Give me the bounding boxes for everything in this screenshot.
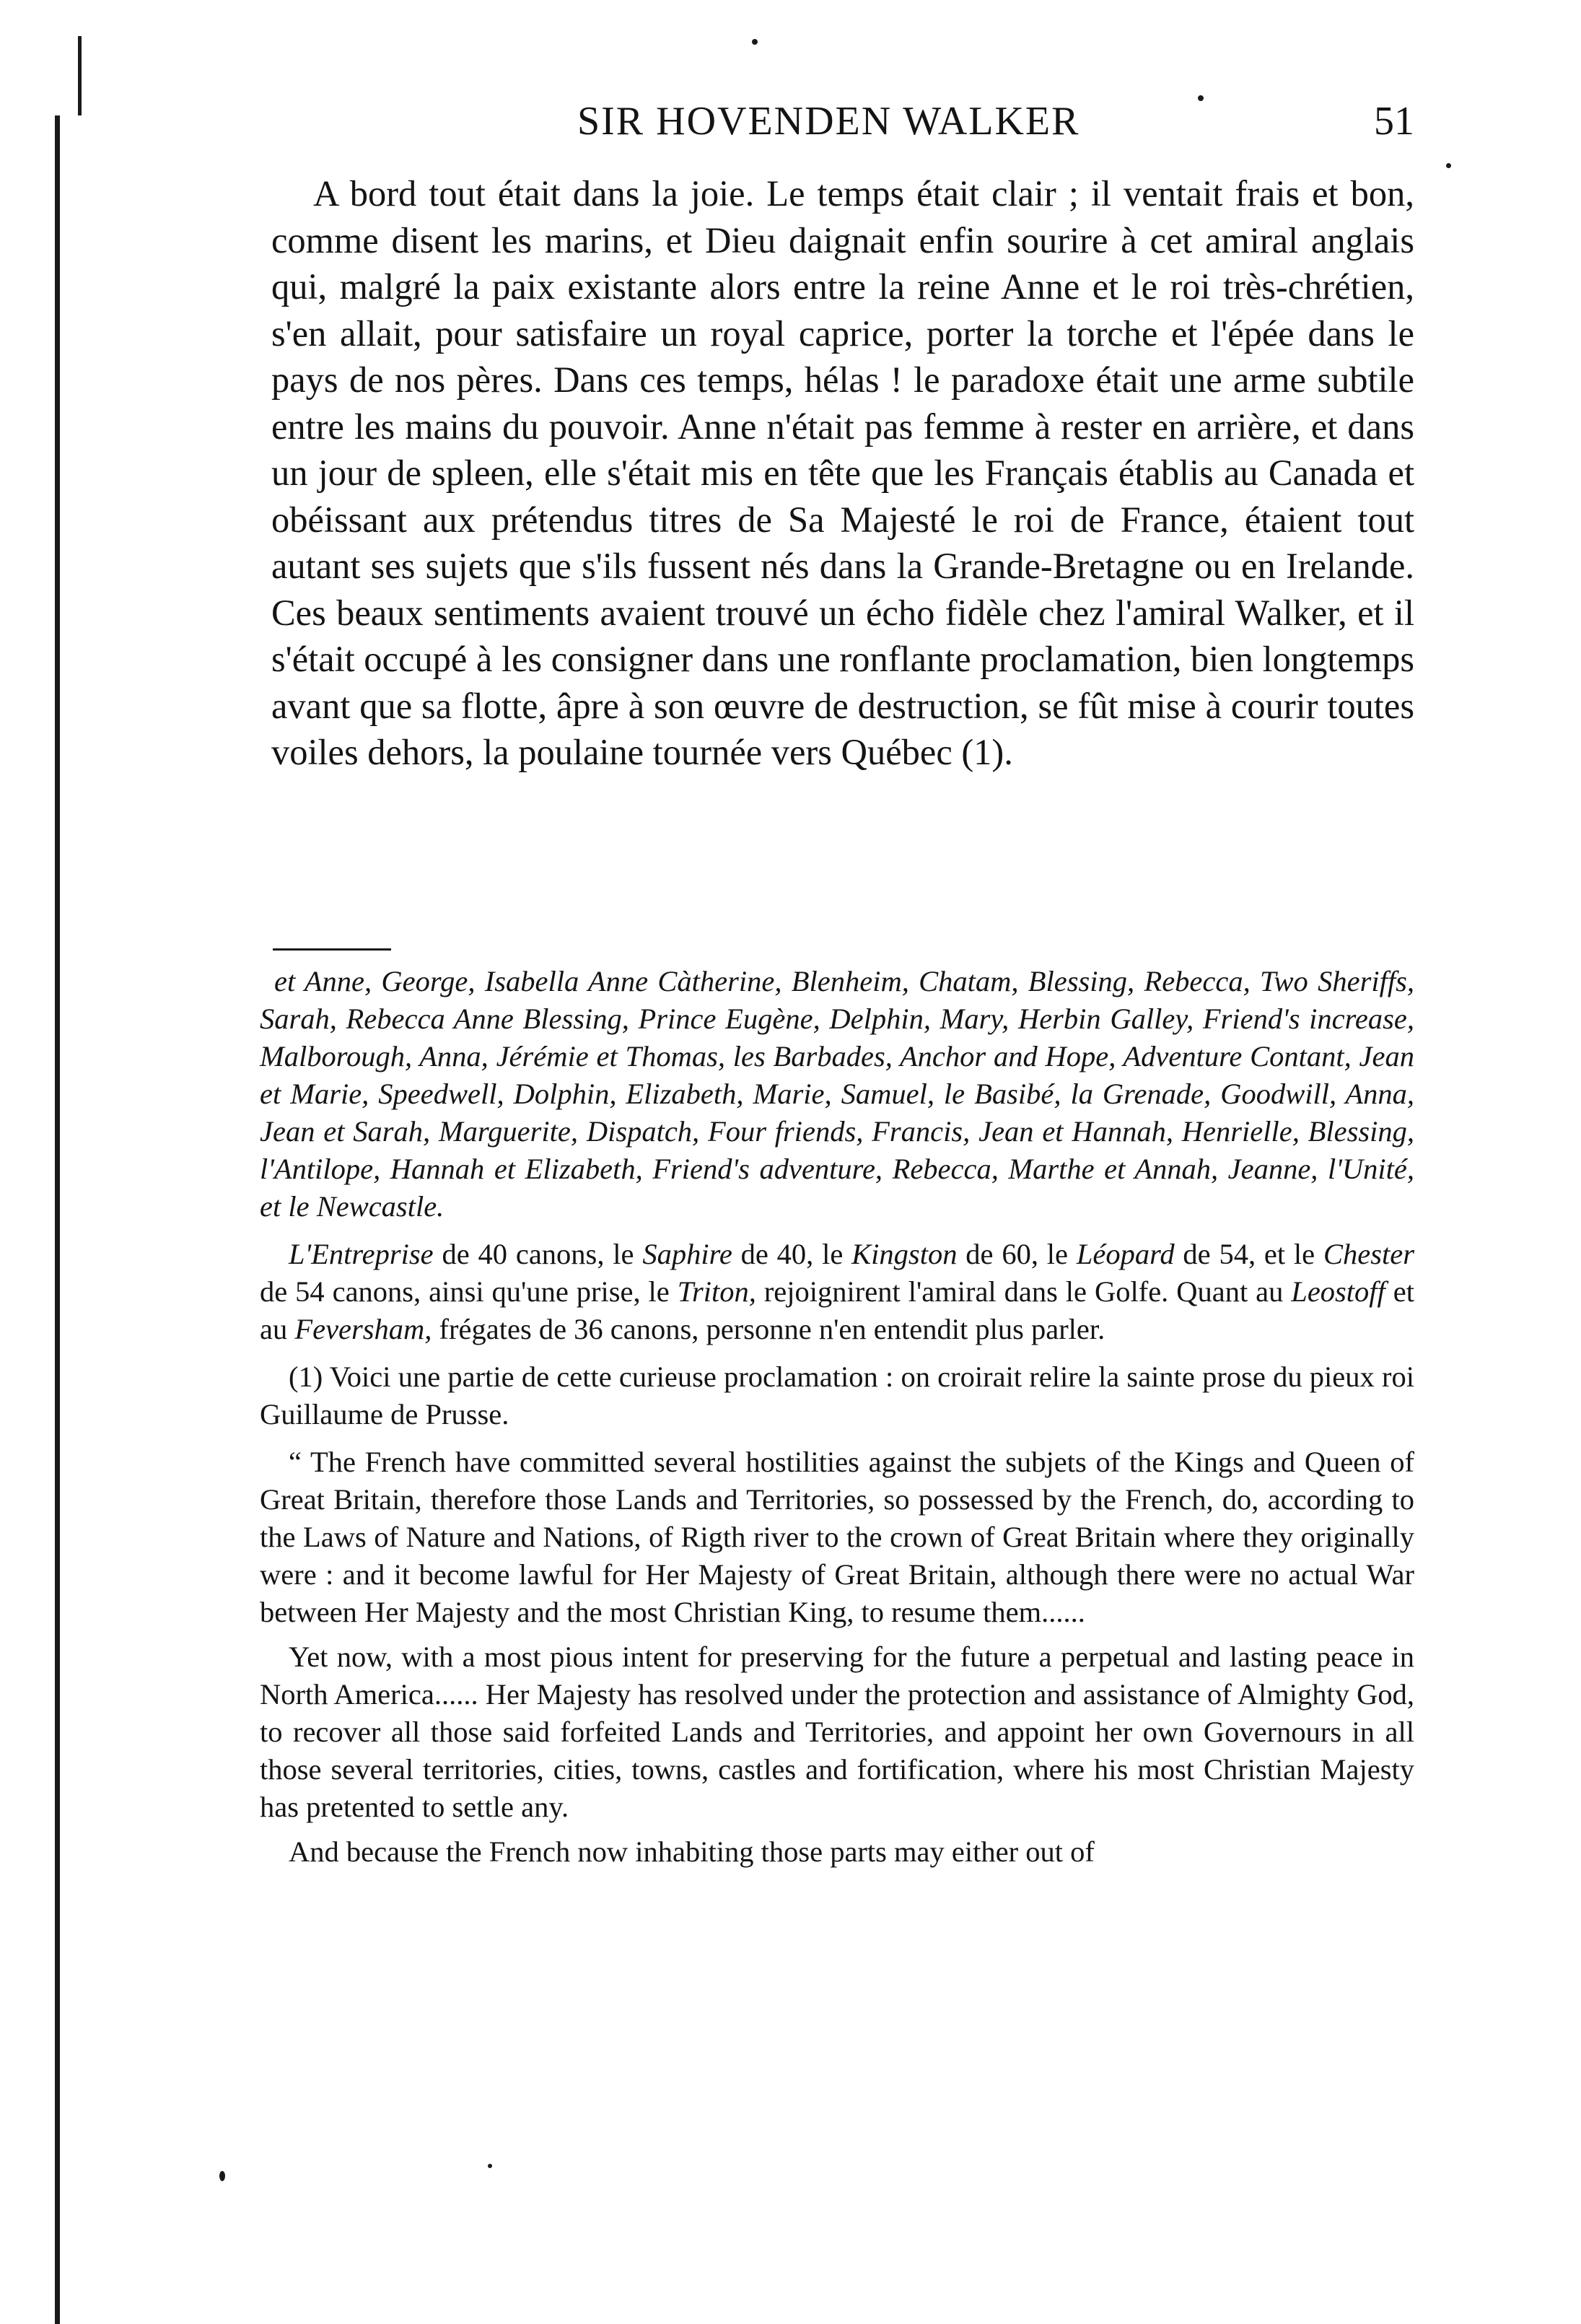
footnotes — [260, 963, 1414, 1871]
proclamation-paragraph: And because the French now inhabiting those parts may either out of — [289, 1835, 1095, 1868]
note-text: rejoignirent l'amiral dans le Golfe. Quant au — [756, 1275, 1292, 1308]
note-text: et au — [260, 1275, 1414, 1345]
binding-mark-top — [78, 36, 82, 115]
note-text: de 54, et le — [1174, 1238, 1323, 1270]
proclamation-paragraph: Yet now, with a most pious intent for preserving for the future a perpetual and lasting peace in North America...... Her Majesty has resolved under the protection and assistance of Almighty God, to recover all those said forfeited Lands and Territories, and appoint her own Governours in all those several territories, cities, towns, castles and fortification, where his most Christian Majesty has pretented to settle any. — [260, 1641, 1414, 1823]
running-head — [274, 92, 1414, 150]
ship-name: Leostoff — [1291, 1275, 1385, 1308]
ship-name: Feversham, — [294, 1313, 432, 1345]
print-speck — [219, 2171, 225, 2181]
note-text: de 60, le — [957, 1238, 1077, 1270]
running-title: SIR HOVENDEN WALKER — [577, 99, 1080, 144]
reinforcements-note — [260, 1236, 1414, 1348]
binding-line — [55, 115, 60, 2324]
print-speck — [1446, 163, 1451, 168]
note-text: frégates de 36 canons, personne n'en entendit plus parler. — [432, 1313, 1105, 1345]
print-speck — [488, 2164, 492, 2168]
ship-name: Chester — [1323, 1238, 1414, 1270]
ship-list-note: et Anne, George, Isabella Anne Càtherine, Blenheim, Chatam, Blessing, Rebecca, Two Sheriffs, Sarah, Rebecca Anne Blessing, Prince Eugène, Delphin, Mary, Herbin Galley, Friend's increase, Malborough, Anna, Jérémie et Thomas, les Barbades, Anchor and Hope, Adventure Contant, Jean et Marie, Speedwell, Dolphin, Elizabeth, Marie, Samuel, le Basibé, la Grenade, Goodwill, Anna, Jean et Sarah, Marguerite, Dispatch, Four friends, Francis, Jean et Hannah, Henrielle, Blessing, l'Antilope, Hannah et Elizabeth, Friend's adventure, Rebecca, Marthe et Annah, Jeanne, l'Unité, et le Newcastle. — [260, 965, 1414, 1223]
ship-name: Léopard — [1076, 1238, 1175, 1270]
proclamation-paragraph: “ The French have committed several hostilities against the subjets of the Kings and Queen of Great Britain, therefore those Lands and Territories, so possessed by the French, do, according to the Laws of Nature and Nations, of Rigth river to the crown of Great Britain where they originally were : and it become lawful for Her Majesty of Great Britain, although there were no actual War between Her Majesty and the most Christian King, to resume them...... — [260, 1446, 1414, 1628]
note-text: de 40 canons, le — [433, 1238, 643, 1270]
ship-name: Saphire — [642, 1238, 732, 1270]
ship-name: Triton, — [677, 1275, 756, 1308]
main-paragraph: A bord tout était dans la joie. Le temps était clair ; il ventait frais et bon, comme disent les marins, et Dieu daignait enfin sourire à cet amiral anglais qui, malgré la paix existante alors entre la reine Anne et le roi très-chrétien, s'en allait, pour satisfaire un royal caprice, porter la torche et l'épée dans le pays de nos pères. Dans ces temps, hélas ! le paradoxe était une arme subtile entre les mains du pouvoir. Anne n'était pas femme à rester en arrière, et dans un jour de spleen, elle s'était mis en tête que les Français établis au Canada et obéissant aux prétendus titres de Sa Majesté le roi de France, étaient tout autant ses sujets que s'ils fussent nés dans la Grande-Bretagne ou en Irelande. Ces beaux sentiments avaient trouvé un écho fidèle chez l'amiral Walker, et il s'était occupé à les consigner dans une ronflante proclamation, bien longtemps avant que sa flotte, âpre à son œuvre de destruction, se fût mise à courir toutes voiles dehors, la poulaine tournée vers Québec (1). — [271, 173, 1414, 772]
page-number: 51 — [1374, 99, 1414, 144]
print-speck — [752, 39, 758, 45]
note-text: de 40, le — [732, 1238, 852, 1270]
footnote-rule — [273, 948, 391, 951]
note-text: de 54 canons, ainsi qu'une prise, le — [260, 1275, 678, 1308]
ship-name: L'Entreprise — [289, 1238, 434, 1270]
main-text — [271, 170, 1414, 776]
note-1-intro: (1) Voici une partie de cette curieuse proclamation : on croirait relire la sainte prose du pieux roi Guillaume de Prusse. — [260, 1360, 1414, 1430]
binding-edge — [20, 29, 63, 2295]
ship-name: Kingston — [851, 1238, 958, 1270]
